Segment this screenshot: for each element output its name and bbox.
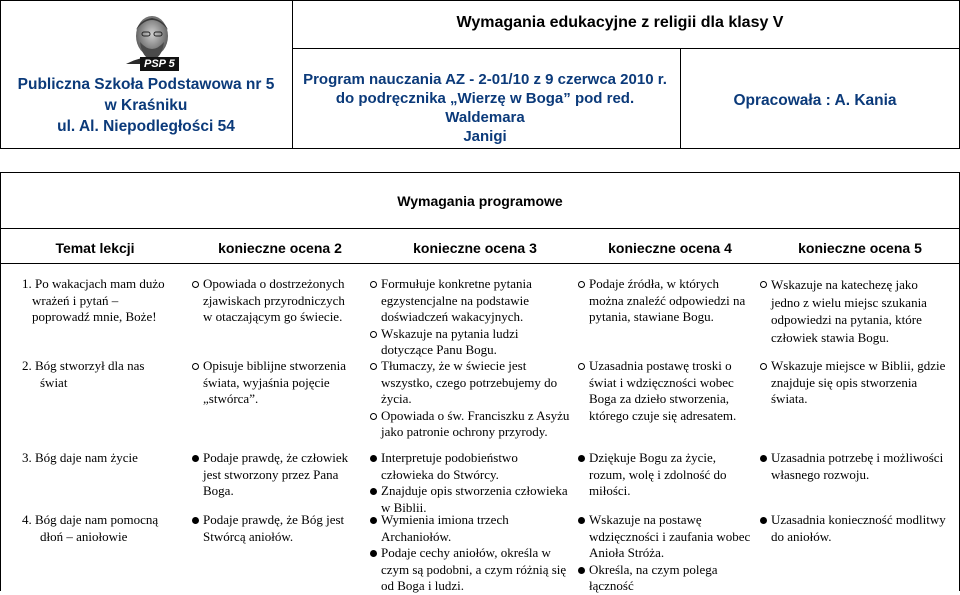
topic-line: 2. Bóg stworzył dla nas — [22, 358, 145, 373]
table-header-border — [0, 263, 960, 264]
requirement-item: Uzasadnia konieczność modlitwy do aniołów. — [760, 512, 950, 545]
table-section-border — [0, 228, 960, 229]
row-1-grade-4 — [578, 276, 753, 326]
school-city-line: w Kraśniku — [104, 97, 188, 114]
section-title: Wymagania programowe — [397, 193, 563, 209]
program-line-3: Janigi — [463, 128, 507, 145]
row-3-grade-2 — [192, 450, 357, 500]
requirement-item: Wymienia imiona trzech Archaniołów. — [370, 512, 570, 545]
author-line: Opracowała : A. Kania — [733, 92, 897, 109]
header-top-border — [0, 0, 960, 1]
topic-line: wrażeń i pytań – — [32, 292, 119, 308]
row-1-topic — [22, 276, 182, 326]
row-4-topic — [22, 512, 182, 545]
column-header-grade-3: konieczne ocena 3 — [413, 240, 537, 256]
requirement-item: Opowiada o dostrzeżonych zjawiskach przyrodniczych w otaczającym go świecie. — [192, 276, 357, 326]
document-header — [0, 0, 960, 150]
topic-line: świat — [40, 374, 68, 390]
row-2-topic — [22, 358, 182, 391]
requirement-item: Tłumaczy, że w świecie jest wszystko, czego potrzebujemy do życia. — [370, 358, 570, 408]
column-header-topic: Temat lekcji — [55, 240, 135, 256]
table-left-border — [0, 172, 1, 591]
requirement-item: Znajduje opis stworzenia człowieka w Biblii. — [370, 483, 570, 516]
header-left-border — [0, 0, 1, 149]
row-4-grade-3 — [370, 512, 570, 595]
row-4-grade-2 — [192, 512, 357, 545]
topic-line: dłoń – aniołowie — [40, 528, 128, 544]
topic-line: 4. Bóg daje nam pomocną — [22, 512, 159, 527]
row-2-grade-5 — [760, 358, 950, 408]
table-top-border — [0, 172, 960, 173]
school-name — [10, 74, 282, 137]
requirement-item: Podaje cechy aniołów, określa w czym są podobni, a czym różnią się od Boga i ludzi. — [370, 545, 570, 595]
requirement-item: Wskazuje miejsce w Biblii, gdzie znajduje się opis stworzenia świata. — [760, 358, 950, 408]
requirement-item: Podaje źródła, w których można znaleźć odpowiedzi na pytania, stawiane Bogu. — [578, 276, 753, 326]
requirement-item: Wskazuje na pytania ludzi dotyczące Panu Bogu. — [370, 326, 570, 359]
requirement-item: Dziękuje Bogu za życie, rozum, wolę i zdolność do miłości. — [578, 450, 753, 500]
row-2-grade-2 — [192, 358, 357, 408]
row-3-grade-4 — [578, 450, 753, 500]
header-bottom-border — [0, 148, 960, 149]
row-1-grade-5 — [760, 276, 950, 346]
requirement-item: Opowiada o św. Franciszku z Asyżu jako patronie ochrony przyrody. — [370, 408, 570, 441]
requirement-item: Podaje prawdę, że Bóg jest Stwórcą aniołów. — [192, 512, 357, 545]
requirement-item: Uzasadnia potrzebę i możliwości własnego rozwoju. — [760, 450, 950, 483]
row-1-grade-3 — [370, 276, 570, 359]
school-name-line: Publiczna Szkoła Podstawowa nr 5 — [17, 76, 275, 93]
topic-line: poprowadź mnie, Boże! — [32, 309, 157, 324]
requirement-item: Wskazuje na katechezę jako jedno z wielu miejsc szukania odpowiedzi na pytania, które człowiek stawia Bogu. — [760, 276, 950, 346]
requirement-item: Wskazuje na postawę wdzięczności i zaufania wobec Anioła Stróża. — [578, 512, 753, 562]
requirement-item: Podaje prawdę, że człowiek jest stworzony przez Pana Boga. — [192, 450, 357, 500]
requirement-item: Interpretuje podobieństwo człowieka do Stwórcy. — [370, 450, 570, 483]
requirement-item: Opisuje biblijne stworzenia świata, wyjaśnia pojęcie „stwórca”. — [192, 358, 357, 408]
column-header-grade-4: konieczne ocena 4 — [608, 240, 732, 256]
requirement-item: Formułuje konkretne pytania egzystencjalne na podstawie doświadczeń wakacyjnych. — [370, 276, 570, 326]
row-4-grade-5 — [760, 512, 950, 545]
header-divider-1 — [292, 0, 293, 149]
program-line-1: Program nauczania AZ - 2-01/10 z 9 czerwca 2010 r. — [303, 71, 667, 88]
header-divider-2 — [293, 48, 960, 49]
requirement-item: Określa, na czym polega łączność — [578, 562, 753, 595]
program-line-2: do podręcznika „Wierzę w Boga” pod red. Waldemara — [335, 90, 635, 126]
topic-line: 1. Po wakacjach mam dużo — [22, 276, 165, 291]
row-3-topic — [22, 450, 182, 467]
school-logo-badge: PSP 5 — [140, 57, 179, 71]
row-2-grade-3 — [370, 358, 570, 441]
header-divider-3 — [680, 48, 681, 149]
row-3-grade-3 — [370, 450, 570, 516]
column-header-grade-2: konieczne ocena 2 — [218, 240, 342, 256]
row-4-grade-4 — [578, 512, 753, 595]
row-3-grade-5 — [760, 450, 950, 483]
row-1-grade-2 — [192, 276, 357, 326]
row-2-grade-4 — [578, 358, 753, 424]
program-info — [300, 70, 670, 146]
document-title: Wymagania edukacyjne z religii dla klasy V — [456, 14, 784, 31]
school-address-line: ul. Al. Niepodległości 54 — [57, 118, 235, 135]
topic-line: 3. Bóg daje nam życie — [22, 450, 138, 465]
requirement-item: Uzasadnia postawę troski o świat i wdzięczności wobec Boga za dzieło stworzenia, którego czuje się adresatem. — [578, 358, 753, 424]
column-header-grade-5: konieczne ocena 5 — [798, 240, 922, 256]
